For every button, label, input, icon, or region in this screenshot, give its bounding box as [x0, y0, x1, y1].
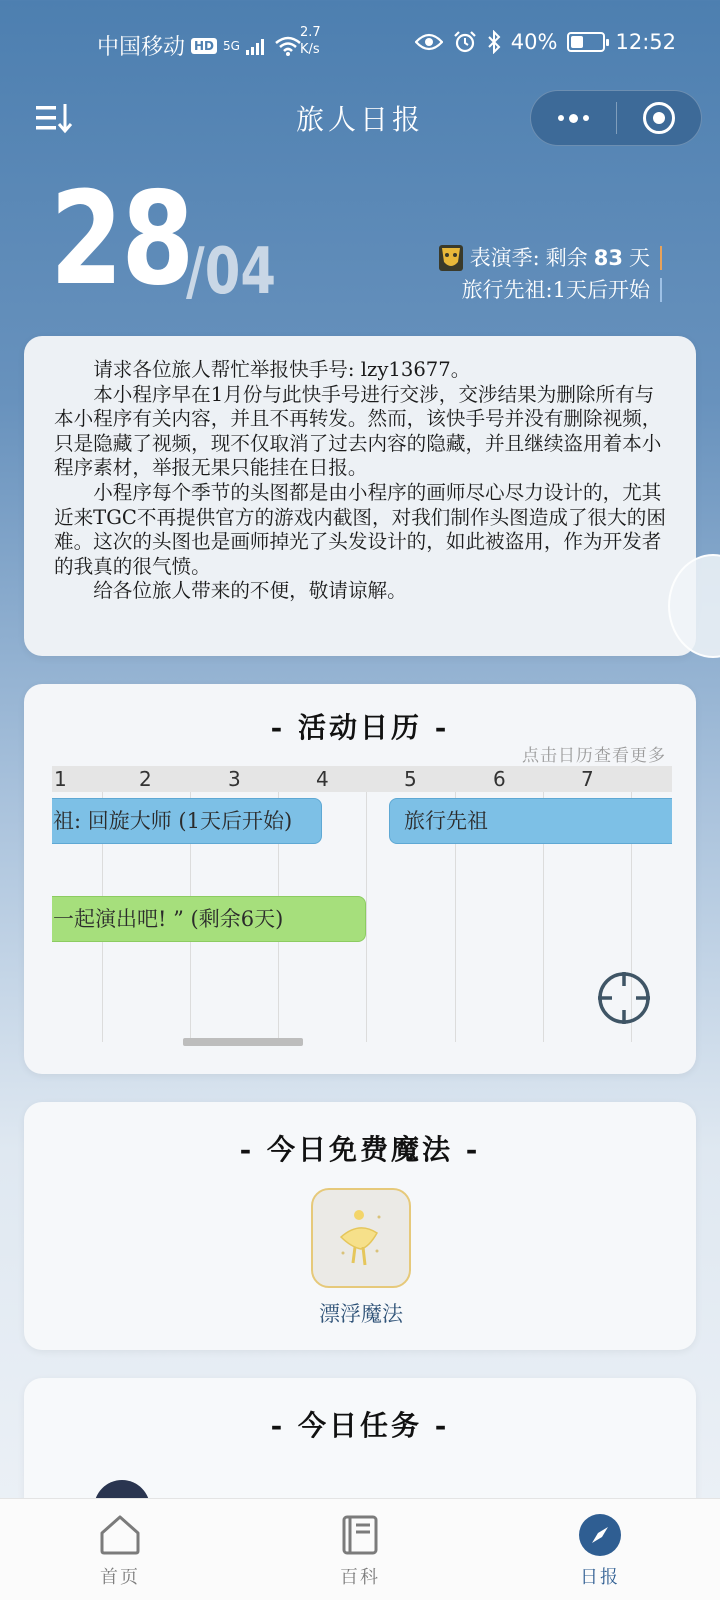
hd-badge: HD: [191, 38, 217, 54]
tab-daily-report[interactable]: [540, 1499, 660, 1600]
nav-bar: [0, 90, 720, 146]
orange-marker: [660, 246, 662, 270]
notice-paragraph: 本小程序早在1月份与此快手号进行交涉，交涉结果为删除所有与本小程序有关内容，并且不再转发。然而，该快手号并没有删除视频，只是隐藏了视频，现不仅取消了过去内容的隐藏，并且继续盗用着本小程序素材，举报无果只能挂在日报。: [54, 382, 662, 480]
tab-label: 百科: [340, 1567, 380, 1588]
calendar-grid[interactable]: [52, 766, 672, 1042]
date-month: /04: [186, 235, 276, 309]
blue-marker: [660, 278, 662, 302]
season-info: [438, 242, 662, 306]
calendar-day: 1: [54, 767, 67, 791]
speed-unit: K/s: [300, 42, 320, 57]
date-day: 28: [50, 165, 193, 314]
free-magic-card: [24, 1102, 696, 1350]
battery-icon: [567, 32, 605, 52]
tab-home[interactable]: [60, 1499, 180, 1600]
performance-mask-icon: [438, 244, 464, 272]
bottom-tab-bar: [0, 1498, 720, 1600]
page-title: 旅人日报: [295, 103, 424, 136]
signal-icon: [246, 37, 268, 55]
magic-title: - 今日免费魔法 -: [239, 1133, 481, 1166]
notice-paragraph: 给各位旅人带来的不便，敬请谅解。: [93, 579, 407, 603]
traveling-spirit-line: [438, 274, 662, 306]
season-label: 表演季:: [469, 246, 540, 270]
tab-label: 首页: [100, 1567, 140, 1588]
notice-card: [24, 336, 696, 656]
bluetooth-icon: [487, 30, 501, 54]
compass-icon: [578, 1513, 622, 1557]
calendar-day: 3: [228, 767, 241, 791]
calendar-event-traveling-spirit[interactable]: 旅行先祖: [389, 798, 672, 844]
remaining-unit: 天: [629, 246, 650, 270]
home-icon: [98, 1513, 142, 1557]
calendar-event-performance[interactable]: 一起演出吧! ” (剩余6天): [52, 896, 366, 942]
calendar-day: 6: [493, 767, 506, 791]
network-speed: [300, 24, 321, 58]
calendar-event-spirit-master[interactable]: 祖: 回旋大师 (1天后开始): [52, 798, 322, 844]
crosshair-icon[interactable]: [596, 970, 652, 1026]
season-remaining-line: [438, 242, 662, 274]
tab-label: 日报: [580, 1567, 620, 1588]
notice-paragraph: 小程序每个季节的头图都是由小程序的画师尽心尽力设计的，尤其近来TGC不再提供官方的游戏内截图，对我们制作头图造成了很大的困难。这次的头图也是画师掉光了头发设计的，如此被盗用，作为开发者的我真的很气愤。: [54, 480, 666, 578]
traveling-spirit-text: 旅行先祖:1天后开始: [461, 278, 650, 302]
battery-percent: 40%: [510, 30, 558, 54]
calendar-scrollbar[interactable]: [183, 1038, 303, 1046]
battery-level: [571, 36, 583, 48]
alarm-icon: [453, 30, 477, 54]
mini-program-capsule: [530, 90, 702, 146]
status-bar: [0, 0, 720, 90]
network-type: 5G: [223, 38, 240, 53]
remaining-days: 83: [593, 246, 623, 270]
book-icon: [338, 1513, 382, 1557]
calendar-day: 5: [404, 767, 417, 791]
notice-paragraph: 请求各位旅人帮忙举报快手号: lzy13677。: [93, 358, 471, 381]
calendar-title: - 活动日历 -: [270, 711, 450, 744]
calendar-day: 2: [139, 767, 152, 791]
carrier-group: [97, 30, 302, 61]
wifi-icon: [274, 36, 302, 56]
status-right: [415, 30, 676, 54]
tab-encyclopedia[interactable]: [300, 1499, 420, 1600]
more-dots-icon[interactable]: [531, 90, 616, 146]
carrier-name: 中国移动: [97, 35, 186, 60]
clock: 12:52: [615, 30, 676, 54]
calendar-header: [52, 766, 672, 792]
eye-icon: [415, 33, 443, 51]
calendar-day: 4: [316, 767, 329, 791]
magic-item-label: 漂浮魔法: [319, 1302, 403, 1326]
remaining-label: 剩余: [545, 246, 588, 270]
calendar-gridline: [366, 792, 367, 1042]
calendar-day: 7: [581, 767, 594, 791]
calendar-hint: 点击日历查看更多: [522, 746, 666, 766]
tasks-title: - 今日任务 -: [270, 1409, 450, 1442]
target-close-icon[interactable]: [617, 90, 702, 146]
magic-item[interactable]: [311, 1188, 411, 1328]
speed-value: 2.7: [300, 25, 321, 40]
floating-magic-icon[interactable]: [311, 1188, 411, 1288]
